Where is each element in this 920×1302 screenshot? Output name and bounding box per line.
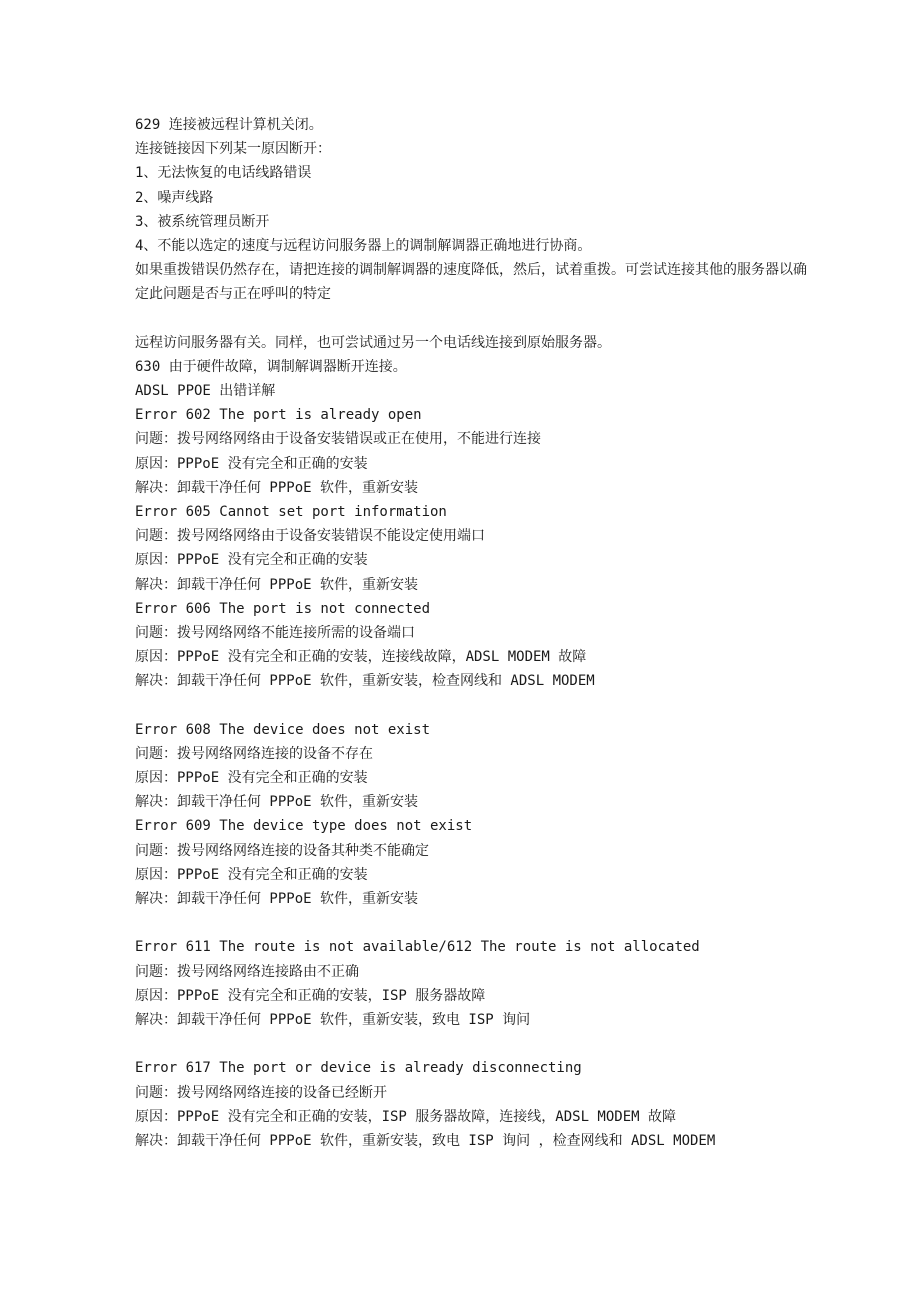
text-line: 连接链接因下列某一原因断开：	[135, 141, 331, 158]
document-body	[135, 113, 815, 1153]
blank-line	[135, 307, 815, 331]
blank-line	[135, 911, 815, 935]
cause-line: 原因：PPPoE 没有完全和正确的安装	[135, 552, 368, 569]
text-line: 1、无法恢复的电话线路错误	[135, 165, 312, 182]
solution-line: 解决：卸载干净任何 PPPoE 软件，重新安装	[135, 794, 418, 811]
text-line: 2、噪声线路	[135, 189, 214, 206]
problem-line: 问题：拨号网络网络由于设备安装错误或正在使用，不能进行连接	[135, 431, 541, 448]
solution-line: 解决：卸载干净任何 PPPoE 软件，重新安装	[135, 479, 418, 496]
error-code-line: Error 602 The port is already open	[135, 407, 422, 424]
blank-line	[135, 694, 815, 718]
text-line: 4、不能以选定的速度与远程访问服务器上的调制解调器正确地进行协商。	[135, 237, 592, 254]
error-code-line: Error 606 The port is not connected	[135, 600, 431, 617]
section-heading: ADSL PPOE 出错详解	[135, 383, 276, 400]
solution-line: 解决：卸载干净任何 PPPoE 软件，重新安装	[135, 891, 418, 908]
problem-line: 问题：拨号网络网络连接的设备不存在	[135, 745, 373, 762]
blank-line	[135, 1032, 815, 1056]
error-code-line: Error 609 The device type does not exist	[135, 818, 473, 835]
text-paragraph: 如果重拨错误仍然存在，请把连接的调制解调器的速度降低，然后，试着重拨。可尝试连接其他的服务器以确定此问题是否与正在呼叫的特定	[135, 262, 807, 303]
text-line: 629 连接被远程计算机关闭。	[135, 117, 323, 133]
solution-line: 解决：卸载干净任何 PPPoE 软件，重新安装，致电 ISP 询问	[135, 1011, 531, 1028]
problem-line: 问题：拨号网络网络连接的设备其种类不能确定	[135, 842, 429, 859]
cause-line: 原因：PPPoE 没有完全和正确的安装，ISP 服务器故障，连接线，ADSL MODEM 故障	[135, 1108, 677, 1125]
solution-line: 解决：卸载干净任何 PPPoE 软件，重新安装，致电 ISP 询问 ，检查网线和 ADSL MODEM	[135, 1132, 716, 1149]
text-line: 630 由于硬件故障，调制解调器断开连接。	[135, 358, 407, 375]
cause-line: 原因：PPPoE 没有完全和正确的安装	[135, 866, 368, 883]
problem-line: 问题：拨号网络网络连接的设备已经断开	[135, 1084, 387, 1101]
error-code-line: Error 605 Cannot set port information	[135, 504, 447, 521]
problem-line: 问题：拨号网络网络由于设备安装错误不能设定使用端口	[135, 528, 485, 545]
error-code-line: Error 617 The port or device is already disconnecting	[135, 1060, 582, 1077]
text-line: 远程访问服务器有关。同样，也可尝试通过另一个电话线连接到原始服务器。	[135, 334, 611, 351]
problem-line: 问题：拨号网络网络连接路由不正确	[135, 963, 359, 980]
solution-line: 解决：卸载干净任何 PPPoE 软件，重新安装，检查网线和 ADSL MODEM	[135, 673, 595, 690]
text-line: 3、被系统管理员断开	[135, 213, 270, 230]
problem-line: 问题：拨号网络网络不能连接所需的设备端口	[135, 624, 415, 641]
cause-line: 原因：PPPoE 没有完全和正确的安装	[135, 455, 368, 472]
error-code-line: Error 611 The route is not available/612 The route is not allocated	[135, 939, 700, 956]
cause-line: 原因：PPPoE 没有完全和正确的安装，连接线故障，ADSL MODEM 故障	[135, 649, 587, 666]
cause-line: 原因：PPPoE 没有完全和正确的安装	[135, 770, 368, 787]
cause-line: 原因：PPPoE 没有完全和正确的安装，ISP 服务器故障	[135, 987, 486, 1004]
error-code-line: Error 608 The device does not exist	[135, 721, 431, 738]
solution-line: 解决：卸载干净任何 PPPoE 软件，重新安装	[135, 576, 418, 593]
